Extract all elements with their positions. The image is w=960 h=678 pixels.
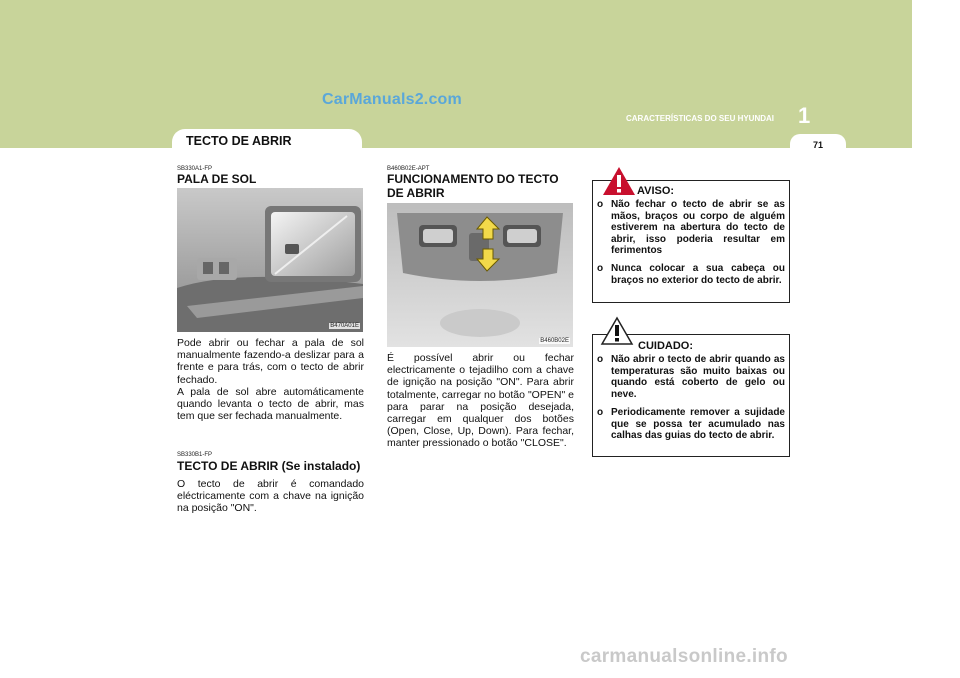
- watermark-top[interactable]: CarManuals2.com: [322, 91, 462, 108]
- caution-triangle-icon: [600, 316, 634, 346]
- operation-title-line2: DE ABRIR: [387, 186, 445, 200]
- sunroof-title: TECTO DE ABRIR (Se instalado): [177, 459, 361, 473]
- warning-item-2-text: Nunca colocar a sua cabeça ou braços no exterior do tecto de abrir.: [611, 263, 785, 286]
- warning-title: AVISO:: [637, 185, 675, 197]
- page-number: 71: [812, 140, 823, 150]
- sunroof-code: SB330B1-FP: [177, 452, 213, 458]
- warning-item-1-marker: o: [597, 199, 604, 210]
- sun-visor-illustration: [177, 188, 363, 332]
- warning-triangle-icon: [602, 166, 636, 196]
- section-tab-label: TECTO DE ABRIR: [186, 134, 292, 148]
- caution-item-2-text: Periodicamente remover a sujidade que se possa ter acumulado nas calhas das guias do tecto de abrir.: [611, 407, 785, 442]
- header-band: [0, 0, 912, 148]
- sun-visor-code: SB330A1-FP: [177, 166, 213, 172]
- caution-item-2-marker: o: [597, 407, 604, 418]
- sunroof-control-photo: [387, 203, 573, 347]
- watermark-bottom[interactable]: carmanualsonline.info: [580, 646, 788, 667]
- warning-item-1-text: Não fechar o tecto de abrir se as mãos, braços ou corpo de alguém estiverem na abertura do tecto de abrir, isso poderia resultar em ferimentos: [611, 199, 785, 257]
- sun-visor-title: PALA DE SOL: [177, 172, 257, 186]
- sun-visor-photo: [177, 188, 363, 332]
- chapter-number: 1: [798, 103, 811, 128]
- caution-item-1-marker: o: [597, 354, 604, 365]
- operation-body: É possível abrir ou fechar electricamente o tejadilho com a chave de ignição na posição "ON". Para abrir totalmente, carregar no botão "OPEN" e para parar na posição desejada, carregar em qualquer dos botões (Open, Close, Up, Down). Para fechar, manter pressionado o botão "CLOSE".: [387, 352, 574, 450]
- operation-title-line1: FUNCIONAMENTO DO TECTO: [387, 172, 559, 186]
- sun-visor-body: Pode abrir ou fechar a pala de sol manualmente fazendo-a deslizar para a frente e para trás, com o tecto de abrir fechado. A pala de sol abre automáticamente quando levanta o tecto de abrir, mas tem que ser fechada manualmente.: [177, 337, 364, 423]
- sunroof-control-image-label: B460B02E: [540, 338, 569, 344]
- operation-code: B460B02E-APT: [387, 166, 430, 172]
- caution-item-2: [597, 407, 785, 442]
- warning-item-1: [597, 199, 785, 257]
- chapter-title: CARACTERÍSTICAS DO SEU HYUNDAI: [626, 114, 775, 123]
- caution-title: CUIDADO:: [638, 340, 693, 352]
- caution-item-1: [597, 354, 785, 400]
- warning-item-2-marker: o: [597, 263, 604, 274]
- sun-visor-image-label: B470A01E: [330, 323, 359, 329]
- sunroof-console-illustration: [387, 203, 573, 347]
- caution-item-1-text: Não abrir o tecto de abrir quando as temperaturas são muito baixas ou quando está coberto de gelo ou neve.: [611, 354, 785, 400]
- warning-item-2: [597, 263, 785, 286]
- sunroof-body: O tecto de abrir é comandado eléctricamente com a chave na ignição na posição "ON".: [177, 478, 364, 515]
